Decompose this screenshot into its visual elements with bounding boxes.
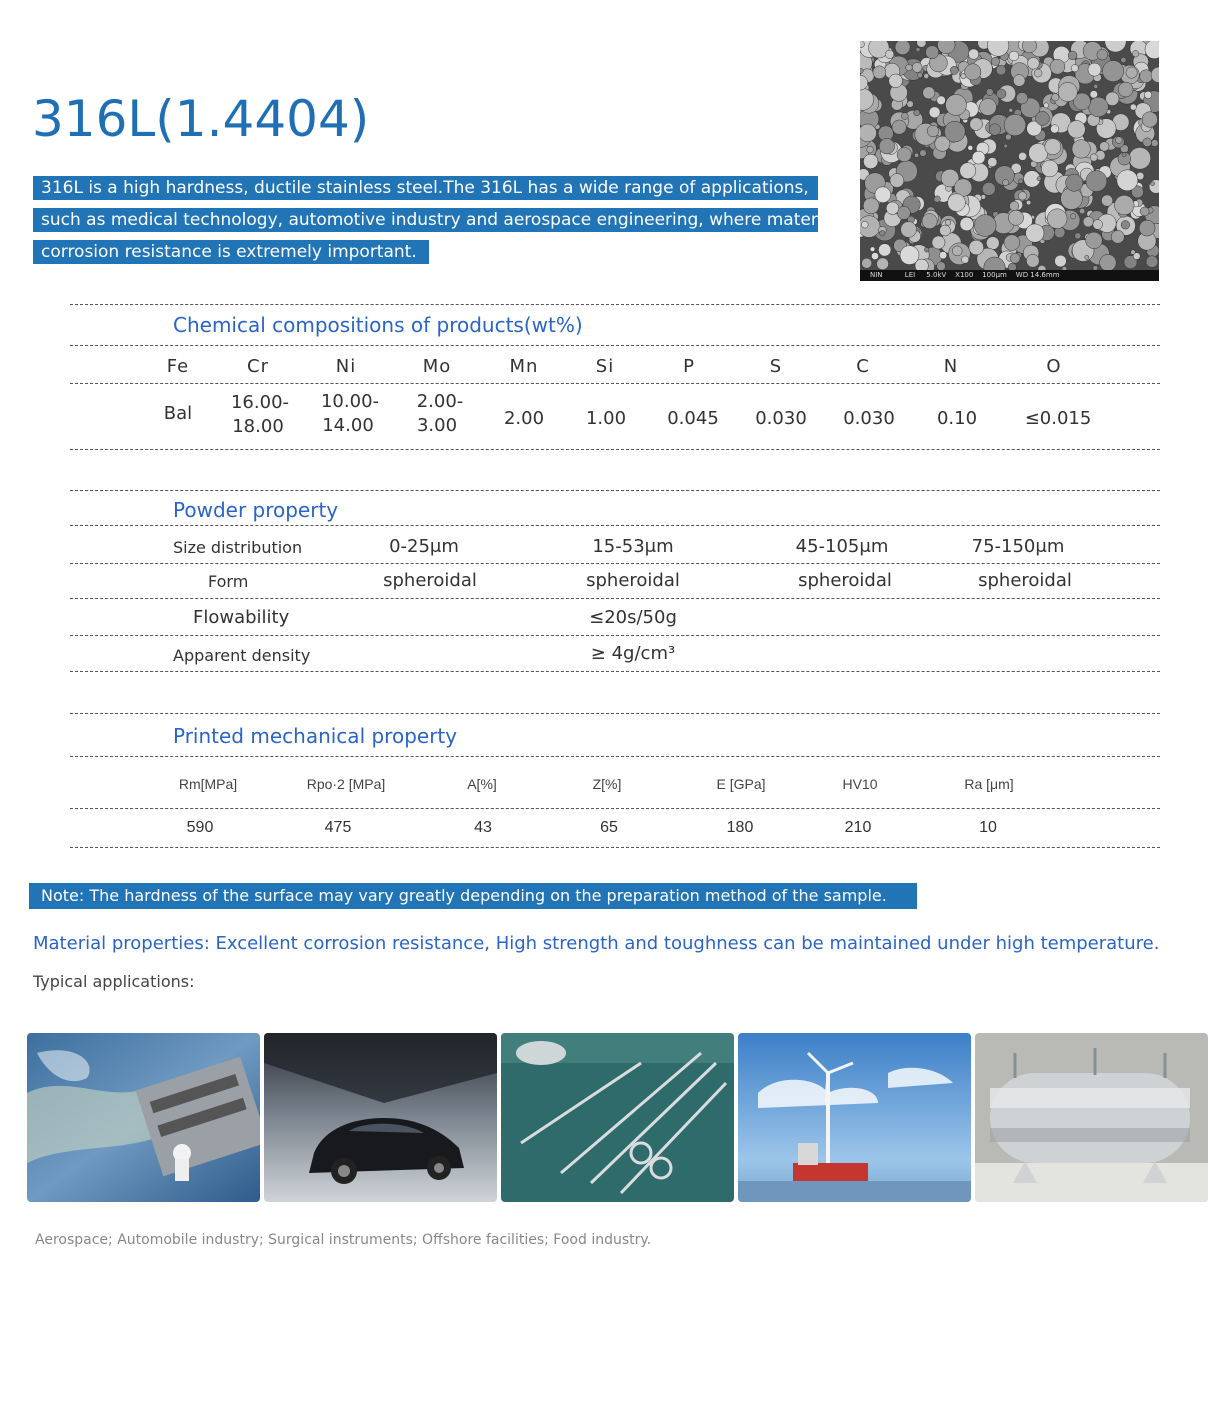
powder-particle	[1068, 51, 1077, 60]
powder-particle	[1085, 255, 1089, 259]
chem-value-mo-max: 3.00	[416, 415, 458, 436]
flowability-value: ≤20s/50g	[589, 607, 677, 628]
chem-value-cr-max: 18.00	[232, 416, 284, 437]
powder-particle	[1083, 217, 1093, 227]
powder-particle	[1045, 139, 1061, 155]
powder-particle	[1089, 97, 1109, 117]
chem-value-s: 0.030	[755, 408, 807, 429]
size-value: 0-25μm	[389, 536, 459, 557]
chem-header-o: O	[1046, 356, 1062, 377]
powder-particle	[897, 206, 910, 219]
size-distribution-label: Size distribution	[173, 538, 303, 557]
chem-value-c: 0.030	[843, 408, 895, 429]
powder-particle	[1066, 174, 1083, 191]
powder-particle	[1090, 91, 1098, 99]
sem-caption: NIN LEI 5.0kV X100 100μm WD 14.6mm	[860, 270, 1159, 281]
powder-particle	[1058, 82, 1077, 101]
powder-particle	[1019, 179, 1024, 184]
powder-particle	[1115, 137, 1122, 144]
chem-value-ni-min: 10.00-	[320, 391, 380, 412]
powder-particle	[968, 145, 973, 150]
powder-particle	[914, 110, 920, 116]
divider	[70, 490, 1160, 491]
powder-particle	[948, 194, 966, 212]
mech-value-a: 43	[474, 819, 492, 836]
powder-particle	[1047, 209, 1067, 229]
powder-particle	[1132, 50, 1139, 57]
intro-line-3: corrosion resistance is extremely important.	[33, 240, 429, 264]
powder-particle	[979, 99, 996, 116]
powder-particle	[1151, 67, 1159, 83]
powder-particle	[1041, 160, 1058, 177]
powder-particle	[946, 94, 967, 115]
powder-particle	[952, 246, 962, 256]
chem-header-c: C	[856, 356, 870, 377]
powder-particle	[924, 248, 929, 253]
chem-header-n: N	[943, 356, 959, 377]
powder-particle	[1090, 154, 1097, 161]
powder-particle	[989, 124, 1001, 136]
mech-header-rp02: Rpo·2 [MPa]	[306, 776, 386, 792]
mech-header-z: Z[%]	[592, 776, 622, 792]
powder-particle	[1003, 179, 1009, 185]
powder-particle	[1097, 49, 1108, 60]
powder-particle	[897, 147, 911, 161]
mech-header-e: E [GPa]	[716, 776, 766, 792]
powder-particle	[1008, 210, 1023, 225]
powder-particle	[937, 96, 946, 105]
powder-particle	[871, 253, 878, 260]
powder-particle	[1142, 112, 1158, 128]
chem-value-si: 1.00	[585, 408, 627, 429]
powder-particle	[860, 124, 877, 142]
chem-value-cr-min: 16.00-	[230, 392, 290, 413]
powder-particle	[1026, 254, 1039, 267]
powder-particle	[965, 64, 981, 80]
powder-section-title: Powder property	[173, 498, 339, 522]
powder-particles-graphic	[860, 41, 1159, 270]
powder-particle	[1009, 108, 1013, 112]
powder-particle	[1055, 255, 1067, 267]
powder-particle	[1072, 140, 1090, 158]
chem-header-ni: Ni	[335, 356, 357, 377]
divider	[70, 671, 1160, 672]
powder-particle	[1086, 171, 1107, 192]
powder-particle	[1070, 214, 1075, 219]
photo-food-industry	[975, 1033, 1208, 1202]
powder-particle	[1004, 114, 1026, 136]
powder-particle	[1111, 230, 1124, 243]
chem-header-p: P	[683, 356, 695, 377]
divider	[70, 304, 1160, 305]
powder-particle	[1013, 75, 1025, 87]
powder-particle	[889, 74, 903, 88]
powder-particle	[1037, 177, 1041, 181]
chem-header-cr: Cr	[247, 356, 269, 377]
powder-particle	[1130, 104, 1136, 110]
powder-particle	[1068, 121, 1086, 139]
chem-header-mn: Mn	[509, 356, 539, 377]
chem-value-ni-max: 14.00	[322, 415, 374, 436]
powder-particle	[996, 65, 1006, 75]
powder-particle	[1088, 63, 1101, 76]
flowability-label: Flowability	[193, 607, 290, 628]
powder-particle	[1019, 152, 1027, 160]
powder-particle	[880, 230, 886, 236]
powder-particle	[961, 256, 968, 263]
powder-particle	[1117, 170, 1138, 191]
photo-aerospace	[27, 1033, 260, 1202]
divider	[70, 383, 1160, 384]
powder-particle	[945, 220, 951, 226]
powder-particle	[1131, 250, 1136, 255]
powder-particle	[1010, 201, 1019, 210]
powder-particle	[1018, 192, 1026, 200]
sem-powder-image	[860, 41, 1159, 281]
chem-header-si: Si	[595, 356, 615, 377]
powder-particle	[1122, 153, 1126, 157]
apparent-density-label: Apparent density	[173, 646, 311, 665]
powder-particle	[1086, 232, 1103, 249]
chem-value-mo-min: 2.00-	[416, 391, 464, 412]
divider	[70, 598, 1160, 599]
powder-particle	[1075, 233, 1081, 239]
powder-particle	[1121, 57, 1126, 62]
size-value: 45-105μm	[795, 536, 889, 557]
powder-particle	[960, 163, 976, 179]
photo-offshore	[738, 1033, 971, 1202]
powder-particle	[940, 225, 951, 236]
divider	[70, 713, 1160, 714]
powder-particle	[1145, 41, 1159, 59]
chem-value-p: 0.045	[667, 408, 719, 429]
powder-particle	[1126, 67, 1137, 78]
powder-particle	[920, 150, 927, 157]
powder-particle	[1079, 208, 1085, 214]
powder-particle	[1071, 65, 1078, 72]
powder-particle	[1143, 138, 1152, 147]
divider	[70, 808, 1160, 809]
powder-particle	[1149, 180, 1159, 194]
powder-particle	[1034, 69, 1042, 77]
chem-value-n: 0.10	[936, 408, 978, 429]
form-value: spheroidal	[978, 570, 1072, 591]
powder-particle	[1004, 235, 1020, 251]
powder-particle	[929, 107, 940, 118]
powder-particle	[934, 196, 940, 202]
powder-particle	[1050, 59, 1065, 74]
mech-header-a: A[%]	[467, 776, 497, 792]
powder-particle	[901, 113, 908, 120]
powder-particle	[944, 121, 965, 142]
mech-value-e: 180	[726, 819, 754, 836]
powder-particle	[917, 41, 926, 47]
powder-particle	[918, 73, 923, 78]
powder-particle	[914, 153, 918, 157]
powder-particle	[1044, 103, 1049, 108]
powder-particle	[969, 240, 984, 255]
powder-particle	[923, 87, 935, 99]
size-value: 15-53μm	[592, 536, 674, 557]
powder-particle	[895, 41, 910, 55]
powder-particle	[950, 66, 958, 74]
form-value: spheroidal	[383, 570, 477, 591]
form-value: spheroidal	[586, 570, 680, 591]
powder-particle	[1151, 182, 1155, 186]
mech-value-rm: 590	[186, 819, 214, 836]
powder-particle	[886, 202, 899, 215]
powder-particle	[1026, 200, 1031, 205]
powder-particle	[1016, 92, 1028, 104]
powder-particle	[988, 157, 997, 166]
powder-particle	[972, 151, 985, 164]
apparent-density-value: ≥ 4g/cm³	[590, 643, 676, 664]
intro-line-1: 316L is a high hardness, ductile stainless steel.The 316L has a wide range of applications,	[33, 176, 818, 200]
powder-particle	[1139, 220, 1155, 236]
powder-particle	[907, 101, 914, 108]
mech-value-ra: 10	[979, 819, 997, 836]
powder-particle	[915, 259, 928, 270]
powder-particle	[974, 215, 996, 237]
divider	[70, 756, 1160, 757]
powder-particle	[873, 66, 886, 79]
powder-particle	[1140, 70, 1153, 83]
powder-particle	[926, 46, 939, 59]
powder-particle	[1146, 256, 1158, 268]
mech-header-hv10: HV10	[842, 776, 878, 792]
powder-particle	[877, 258, 889, 270]
intro-line-2: such as medical technology, automotive industry and aerospace engineering, where material	[33, 208, 818, 232]
powder-particle	[1094, 84, 1098, 88]
powder-particle	[970, 118, 983, 131]
mech-header-ra: Ra [μm]	[964, 776, 1014, 792]
chem-value-mn: 2.00	[503, 408, 545, 429]
mech-value-hv10: 210	[844, 819, 872, 836]
mech-header-rm: Rm[MPa]	[178, 776, 238, 792]
powder-particle	[1008, 263, 1016, 270]
powder-particle	[861, 221, 868, 228]
powder-particle	[1036, 111, 1050, 125]
powder-particle	[1010, 253, 1020, 263]
mechanical-section-title: Printed mechanical property	[173, 724, 458, 748]
powder-particle	[1118, 82, 1133, 97]
powder-particle	[1140, 207, 1149, 216]
photo-automobile	[264, 1033, 497, 1202]
chem-value-fe: Bal	[163, 403, 193, 424]
powder-particle	[968, 49, 978, 59]
powder-particle	[885, 50, 894, 59]
divider	[70, 449, 1160, 450]
powder-particle	[867, 146, 874, 153]
mech-value-z: 65	[600, 819, 618, 836]
powder-particle	[1022, 41, 1036, 53]
powder-particle	[1144, 91, 1151, 98]
material-properties: Material properties: Excellent corrosion resistance, High strength and toughness can be maintained under high temperature.	[33, 933, 1160, 954]
powder-particle	[991, 57, 999, 65]
divider	[70, 345, 1160, 346]
divider	[70, 635, 1160, 636]
powder-particle	[912, 62, 922, 72]
chemical-section-title: Chemical compositions of products(wt%)	[173, 313, 583, 337]
powder-particle	[1151, 140, 1158, 147]
mech-value-rp02: 475	[324, 819, 352, 836]
powder-particle	[1100, 142, 1110, 152]
powder-particle	[862, 258, 872, 268]
powder-particle	[986, 237, 999, 250]
product-title: 316L(1.4404)	[32, 90, 370, 148]
chem-header-fe: Fe	[166, 356, 190, 377]
powder-particle	[986, 89, 993, 96]
powder-particle	[892, 120, 906, 134]
powder-particle	[863, 154, 878, 169]
powder-particle	[960, 217, 974, 231]
powder-particle	[878, 244, 891, 257]
powder-particle	[996, 89, 1006, 99]
powder-particle	[1129, 147, 1151, 169]
powder-particle	[1105, 41, 1126, 52]
powder-particle	[1026, 224, 1044, 242]
powder-particle	[1093, 220, 1103, 230]
powder-particle	[916, 48, 920, 52]
powder-particle	[863, 198, 879, 214]
applications-list: Aerospace; Automobile industry; Surgical instruments; Offshore facilities; Food industry.	[35, 1232, 652, 1248]
powder-particle	[939, 252, 946, 259]
chem-value-o: ≤0.015	[1024, 408, 1092, 429]
powder-particle	[932, 236, 945, 249]
powder-particle	[1052, 94, 1059, 101]
powder-particle	[1101, 195, 1112, 206]
powder-particle	[1103, 61, 1124, 82]
photo-surgical-instruments	[501, 1033, 734, 1202]
powder-particle	[906, 64, 913, 71]
chem-header-mo: Mo	[422, 356, 452, 377]
powder-particle	[879, 138, 895, 154]
form-value: spheroidal	[798, 570, 892, 591]
chem-header-s: S	[769, 356, 783, 377]
powder-particle	[927, 125, 939, 137]
powder-particle	[922, 213, 937, 228]
powder-particle	[1100, 254, 1117, 270]
powder-particle	[890, 174, 904, 188]
powder-particle	[1004, 144, 1008, 148]
powder-particle	[937, 262, 946, 270]
divider	[70, 847, 1160, 848]
powder-particle	[860, 68, 863, 73]
divider	[70, 563, 1160, 564]
powder-particle	[870, 247, 875, 252]
form-label: Form	[208, 572, 249, 591]
hardness-note: Note: The hardness of the surface may vary greatly depending on the preparation method of the sample.	[29, 883, 917, 909]
powder-particle	[1028, 57, 1040, 69]
powder-particle	[1115, 195, 1135, 215]
typical-applications-label: Typical applications:	[33, 972, 195, 991]
powder-particle	[982, 182, 995, 195]
powder-particle	[1121, 221, 1130, 230]
powder-particle	[901, 222, 917, 238]
size-value: 75-150μm	[971, 536, 1065, 557]
powder-particle	[1051, 125, 1059, 133]
divider	[70, 525, 1160, 526]
powder-particle	[1009, 51, 1019, 61]
